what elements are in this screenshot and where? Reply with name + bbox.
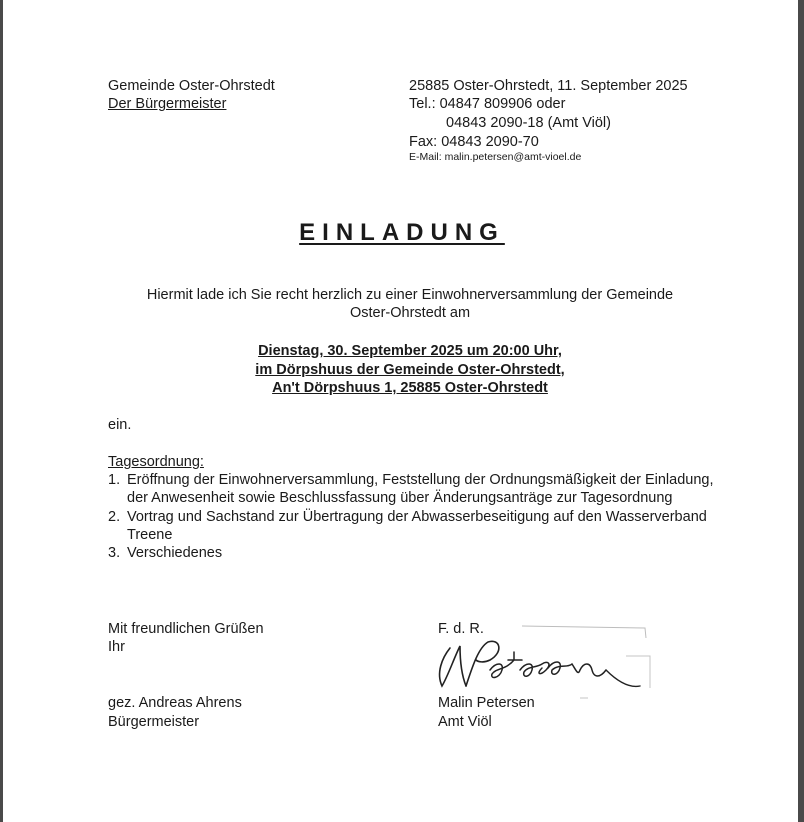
telephone-primary: Tel.: 04847 809906 oder (409, 96, 566, 112)
ein-text: ein. (108, 417, 132, 433)
mayor-role-text: Der Bürgermeister (108, 96, 227, 112)
document-title: EINLADUNG (299, 219, 505, 246)
agenda-item-text: Vortrag und Sachstand zur Übertragung der Abwasserbeseitigung auf den Wasserverband Treene (127, 508, 707, 543)
agenda-item-text: Eröffnung der Einwohnerversammlung, Feststellung der Ordnungsmäßigkeit der Einladung, der Anwesenheit sowie Beschlussfassung über Änderungsanträge zur Tagesordnung (127, 472, 714, 507)
email-address: E-Mail: malin.petersen@amt-vioel.de (409, 151, 582, 163)
event-address: An't Dörpshuus 1, 25885 Oster-Ohrstedt (272, 380, 548, 396)
page-frame-left (0, 0, 3, 822)
agenda-item-number: 3. (108, 545, 121, 562)
closing-ihr: Ihr (108, 639, 125, 655)
closing-greeting: Mit freundlichen Grüßen (108, 621, 264, 637)
telephone-secondary: 04843 2090-18 (Amt Viöl) (446, 115, 611, 131)
event-date-time: Dienstag, 30. September 2025 um 20:00 Uhr, (258, 343, 562, 359)
intro-line-2: Oster-Ohrstedt am (349, 305, 471, 321)
place-date: 25885 Oster-Ohrstedt, 11. September 2025 (409, 78, 688, 94)
intro-line-1: Hiermit lade ich Sie recht herzlich zu einer Einwohnerversammlung der Gemeinde (146, 287, 674, 303)
mayor-title: Bürgermeister (108, 714, 200, 730)
signed-by-mayor: gez. Andreas Ahrens (108, 695, 242, 711)
agenda-item-text: Verschiedenes (127, 545, 223, 562)
agenda-heading: Tagesordnung: (108, 454, 204, 470)
clerk-office: Amt Viöl (438, 714, 492, 730)
mayor-role (108, 95, 260, 113)
agenda-item (108, 544, 728, 562)
event-venue: im Dörpshuus der Gemeinde Oster-Ohrstedt, (255, 362, 565, 378)
handwritten-signature (430, 618, 660, 700)
clerk-name: Malin Petersen (438, 695, 535, 711)
agenda-item-number: 1. (108, 472, 121, 488)
page-frame-right (798, 0, 804, 822)
fax-number: Fax: 04843 2090-70 (409, 134, 539, 150)
agenda-list (108, 471, 728, 562)
agenda-item (108, 471, 728, 508)
municipality-name: Gemeinde Oster-Ohrstedt (108, 78, 275, 94)
agenda-item-number: 2. (108, 508, 121, 525)
agenda-item (108, 508, 728, 545)
fdr-label: F. d. R. (438, 621, 484, 637)
